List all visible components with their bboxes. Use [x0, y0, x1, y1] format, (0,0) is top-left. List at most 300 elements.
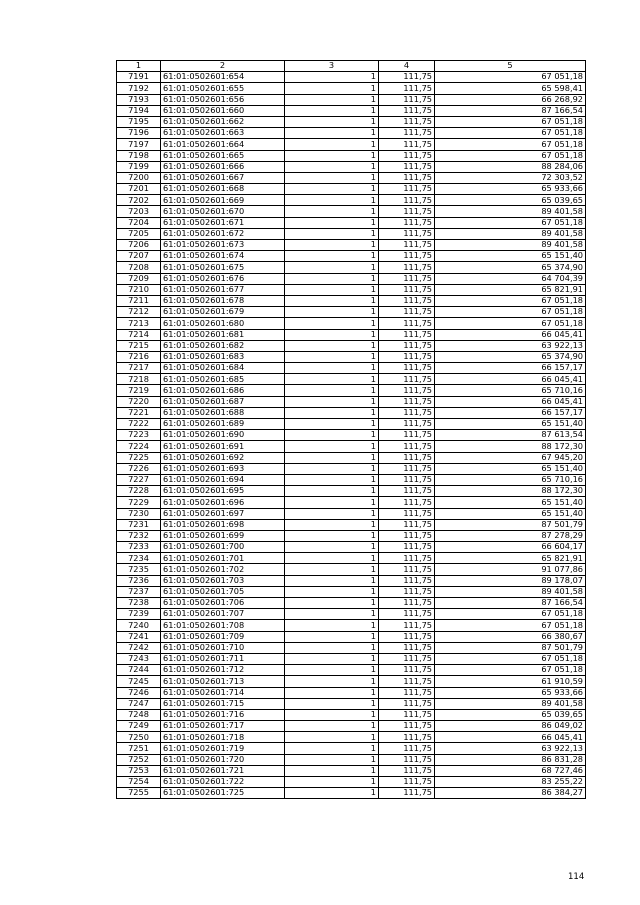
area-cell: 111,75 — [379, 184, 435, 195]
table-row — [117, 542, 586, 553]
cadastral-number-cell: 61:01:0502601:716 — [161, 709, 285, 720]
cadastral-number-cell: 61:01:0502601:711 — [161, 653, 285, 664]
cadastral-number-cell: 61:01:0502601:721 — [161, 765, 285, 776]
value-cell: 65 151,40 — [435, 463, 586, 474]
row-number-cell: 7206 — [117, 240, 161, 251]
area-cell: 111,75 — [379, 240, 435, 251]
area-cell: 111,75 — [379, 329, 435, 340]
table-row — [117, 363, 586, 374]
cadastral-number-cell: 61:01:0502601:668 — [161, 184, 285, 195]
table-row — [117, 419, 586, 430]
area-cell: 111,75 — [379, 474, 435, 485]
row-number-cell: 7242 — [117, 642, 161, 653]
cadastral-number-cell: 61:01:0502601:663 — [161, 128, 285, 139]
cadastral-number-cell: 61:01:0502601:712 — [161, 665, 285, 676]
quantity-cell: 1 — [285, 586, 379, 597]
area-cell: 111,75 — [379, 463, 435, 474]
area-cell: 111,75 — [379, 765, 435, 776]
cadastral-number-cell: 61:01:0502601:684 — [161, 363, 285, 374]
header-row — [117, 61, 586, 72]
row-number-cell: 7191 — [117, 72, 161, 83]
cadastral-number-cell: 61:01:0502601:714 — [161, 687, 285, 698]
quantity-cell: 1 — [285, 709, 379, 720]
area-cell: 111,75 — [379, 150, 435, 161]
area-cell: 111,75 — [379, 195, 435, 206]
value-cell: 87 613,54 — [435, 430, 586, 441]
column-header-4: 4 — [379, 61, 435, 72]
value-cell: 67 945,20 — [435, 452, 586, 463]
quantity-cell: 1 — [285, 251, 379, 262]
row-number-cell: 7207 — [117, 251, 161, 262]
row-number-cell: 7249 — [117, 721, 161, 732]
row-number-cell: 7196 — [117, 128, 161, 139]
cadastral-number-cell: 61:01:0502601:700 — [161, 542, 285, 553]
value-cell: 67 051,18 — [435, 665, 586, 676]
data-table — [116, 60, 586, 799]
value-cell: 65 821,91 — [435, 553, 586, 564]
cadastral-number-cell: 61:01:0502601:676 — [161, 273, 285, 284]
row-number-cell: 7223 — [117, 430, 161, 441]
table-row — [117, 329, 586, 340]
quantity-cell: 1 — [285, 105, 379, 116]
quantity-cell: 1 — [285, 553, 379, 564]
quantity-cell: 1 — [285, 564, 379, 575]
value-cell: 67 051,18 — [435, 217, 586, 228]
value-cell: 65 933,66 — [435, 184, 586, 195]
area-cell: 111,75 — [379, 116, 435, 127]
row-number-cell: 7248 — [117, 709, 161, 720]
cadastral-number-cell: 61:01:0502601:688 — [161, 407, 285, 418]
value-cell: 89 401,58 — [435, 240, 586, 251]
area-cell: 111,75 — [379, 653, 435, 664]
quantity-cell: 1 — [285, 172, 379, 183]
cadastral-number-cell: 61:01:0502601:697 — [161, 508, 285, 519]
table-row — [117, 598, 586, 609]
quantity-cell: 1 — [285, 396, 379, 407]
table-row — [117, 676, 586, 687]
area-cell: 111,75 — [379, 530, 435, 541]
table-row — [117, 150, 586, 161]
table-row — [117, 732, 586, 743]
area-cell: 111,75 — [379, 83, 435, 94]
value-cell: 66 268,92 — [435, 94, 586, 105]
row-number-cell: 7252 — [117, 754, 161, 765]
cadastral-number-cell: 61:01:0502601:691 — [161, 441, 285, 452]
quantity-cell: 1 — [285, 374, 379, 385]
value-cell: 83 255,22 — [435, 777, 586, 788]
quantity-cell: 1 — [285, 240, 379, 251]
area-cell: 111,75 — [379, 497, 435, 508]
row-number-cell: 7192 — [117, 83, 161, 94]
row-number-cell: 7211 — [117, 295, 161, 306]
table-row — [117, 698, 586, 709]
quantity-cell: 1 — [285, 284, 379, 295]
value-cell: 66 045,41 — [435, 732, 586, 743]
row-number-cell: 7202 — [117, 195, 161, 206]
cadastral-number-cell: 61:01:0502601:701 — [161, 553, 285, 564]
cadastral-number-cell: 61:01:0502601:677 — [161, 284, 285, 295]
row-number-cell: 7209 — [117, 273, 161, 284]
quantity-cell: 1 — [285, 687, 379, 698]
table-row — [117, 396, 586, 407]
area-cell: 111,75 — [379, 139, 435, 150]
quantity-cell: 1 — [285, 83, 379, 94]
row-number-cell: 7194 — [117, 105, 161, 116]
row-number-cell: 7235 — [117, 564, 161, 575]
cadastral-number-cell: 61:01:0502601:687 — [161, 396, 285, 407]
table-row — [117, 240, 586, 251]
value-cell: 66 045,41 — [435, 396, 586, 407]
area-cell: 111,75 — [379, 743, 435, 754]
cadastral-number-cell: 61:01:0502601:680 — [161, 318, 285, 329]
area-cell: 111,75 — [379, 721, 435, 732]
value-cell: 87 278,29 — [435, 530, 586, 541]
table-row — [117, 161, 586, 172]
row-number-cell: 7225 — [117, 452, 161, 463]
quantity-cell: 1 — [285, 474, 379, 485]
row-number-cell: 7240 — [117, 620, 161, 631]
cadastral-number-cell: 61:01:0502601:666 — [161, 161, 285, 172]
value-cell: 88 172,30 — [435, 441, 586, 452]
area-cell: 111,75 — [379, 407, 435, 418]
cadastral-number-cell: 61:01:0502601:706 — [161, 598, 285, 609]
quantity-cell: 1 — [285, 732, 379, 743]
table-row — [117, 553, 586, 564]
quantity-cell: 1 — [285, 441, 379, 452]
value-cell: 65 374,90 — [435, 262, 586, 273]
value-cell: 86 384,27 — [435, 788, 586, 799]
value-cell: 65 374,90 — [435, 351, 586, 362]
table-row — [117, 486, 586, 497]
value-cell: 67 051,18 — [435, 139, 586, 150]
table-row — [117, 295, 586, 306]
value-cell: 66 045,41 — [435, 329, 586, 340]
value-cell: 65 710,16 — [435, 474, 586, 485]
quantity-cell: 1 — [285, 94, 379, 105]
quantity-cell: 1 — [285, 452, 379, 463]
value-cell: 67 051,18 — [435, 150, 586, 161]
row-number-cell: 7254 — [117, 777, 161, 788]
quantity-cell: 1 — [285, 721, 379, 732]
row-number-cell: 7234 — [117, 553, 161, 564]
table-row — [117, 83, 586, 94]
table-row — [117, 620, 586, 631]
row-number-cell: 7233 — [117, 542, 161, 553]
row-number-cell: 7204 — [117, 217, 161, 228]
table-row — [117, 788, 586, 799]
table-row — [117, 721, 586, 732]
area-cell: 111,75 — [379, 172, 435, 183]
row-number-cell: 7228 — [117, 486, 161, 497]
area-cell: 111,75 — [379, 251, 435, 262]
value-cell: 67 051,18 — [435, 295, 586, 306]
quantity-cell: 1 — [285, 217, 379, 228]
quantity-cell: 1 — [285, 765, 379, 776]
quantity-cell: 1 — [285, 206, 379, 217]
value-cell: 87 501,79 — [435, 519, 586, 530]
cadastral-number-cell: 61:01:0502601:685 — [161, 374, 285, 385]
row-number-cell: 7218 — [117, 374, 161, 385]
cadastral-number-cell: 61:01:0502601:717 — [161, 721, 285, 732]
table-row — [117, 262, 586, 273]
column-header-2: 2 — [161, 61, 285, 72]
cadastral-number-cell: 61:01:0502601:718 — [161, 732, 285, 743]
table-row — [117, 586, 586, 597]
area-cell: 111,75 — [379, 217, 435, 228]
cadastral-number-cell: 61:01:0502601:678 — [161, 295, 285, 306]
row-number-cell: 7197 — [117, 139, 161, 150]
row-number-cell: 7247 — [117, 698, 161, 709]
row-number-cell: 7253 — [117, 765, 161, 776]
value-cell: 66 045,41 — [435, 374, 586, 385]
quantity-cell: 1 — [285, 161, 379, 172]
quantity-cell: 1 — [285, 788, 379, 799]
table-row — [117, 474, 586, 485]
area-cell: 111,75 — [379, 228, 435, 239]
page-number: 114 — [568, 872, 585, 882]
cadastral-number-cell: 61:01:0502601:695 — [161, 486, 285, 497]
quantity-cell: 1 — [285, 273, 379, 284]
row-number-cell: 7221 — [117, 407, 161, 418]
value-cell: 66 380,67 — [435, 631, 586, 642]
table-row — [117, 116, 586, 127]
row-number-cell: 7199 — [117, 161, 161, 172]
row-number-cell: 7215 — [117, 340, 161, 351]
row-number-cell: 7251 — [117, 743, 161, 754]
area-cell: 111,75 — [379, 542, 435, 553]
area-cell: 111,75 — [379, 94, 435, 105]
area-cell: 111,75 — [379, 128, 435, 139]
row-number-cell: 7198 — [117, 150, 161, 161]
area-cell: 111,75 — [379, 709, 435, 720]
row-number-cell: 7241 — [117, 631, 161, 642]
value-cell: 87 166,54 — [435, 105, 586, 116]
row-number-cell: 7250 — [117, 732, 161, 743]
cadastral-number-cell: 61:01:0502601:682 — [161, 340, 285, 351]
quantity-cell: 1 — [285, 463, 379, 474]
quantity-cell: 1 — [285, 295, 379, 306]
table-body — [117, 72, 586, 799]
table-row — [117, 184, 586, 195]
table-row — [117, 754, 586, 765]
area-cell: 111,75 — [379, 273, 435, 284]
table-row — [117, 642, 586, 653]
table-row — [117, 777, 586, 788]
row-number-cell: 7213 — [117, 318, 161, 329]
quantity-cell: 1 — [285, 743, 379, 754]
cadastral-number-cell: 61:01:0502601:710 — [161, 642, 285, 653]
value-cell: 88 172,30 — [435, 486, 586, 497]
row-number-cell: 7232 — [117, 530, 161, 541]
cadastral-number-cell: 61:01:0502601:707 — [161, 609, 285, 620]
area-cell: 111,75 — [379, 161, 435, 172]
table-row — [117, 340, 586, 351]
area-cell: 111,75 — [379, 452, 435, 463]
quantity-cell: 1 — [285, 698, 379, 709]
cadastral-number-cell: 61:01:0502601:720 — [161, 754, 285, 765]
value-cell: 67 051,18 — [435, 318, 586, 329]
row-number-cell: 7237 — [117, 586, 161, 597]
quantity-cell: 1 — [285, 542, 379, 553]
value-cell: 67 051,18 — [435, 72, 586, 83]
table-header — [117, 61, 586, 72]
table-row — [117, 430, 586, 441]
cadastral-number-cell: 61:01:0502601:664 — [161, 139, 285, 150]
area-cell: 111,75 — [379, 508, 435, 519]
cadastral-number-cell: 61:01:0502601:683 — [161, 351, 285, 362]
area-cell: 111,75 — [379, 553, 435, 564]
column-header-1: 1 — [117, 61, 161, 72]
value-cell: 65 151,40 — [435, 419, 586, 430]
area-cell: 111,75 — [379, 575, 435, 586]
quantity-cell: 1 — [285, 620, 379, 631]
cadastral-number-cell: 61:01:0502601:692 — [161, 452, 285, 463]
quantity-cell: 1 — [285, 195, 379, 206]
row-number-cell: 7238 — [117, 598, 161, 609]
quantity-cell: 1 — [285, 351, 379, 362]
area-cell: 111,75 — [379, 598, 435, 609]
area-cell: 111,75 — [379, 777, 435, 788]
value-cell: 61 910,59 — [435, 676, 586, 687]
area-cell: 111,75 — [379, 732, 435, 743]
area-cell: 111,75 — [379, 486, 435, 497]
quantity-cell: 1 — [285, 407, 379, 418]
table-row — [117, 709, 586, 720]
table-row — [117, 564, 586, 575]
table-row — [117, 575, 586, 586]
cadastral-number-cell: 61:01:0502601:705 — [161, 586, 285, 597]
cadastral-number-cell: 61:01:0502601:660 — [161, 105, 285, 116]
row-number-cell: 7220 — [117, 396, 161, 407]
area-cell: 111,75 — [379, 351, 435, 362]
cadastral-number-cell: 61:01:0502601:702 — [161, 564, 285, 575]
table-row — [117, 318, 586, 329]
cadastral-number-cell: 61:01:0502601:686 — [161, 385, 285, 396]
table-row — [117, 743, 586, 754]
row-number-cell: 7214 — [117, 329, 161, 340]
area-cell: 111,75 — [379, 307, 435, 318]
quantity-cell: 1 — [285, 486, 379, 497]
table-row — [117, 441, 586, 452]
area-cell: 111,75 — [379, 363, 435, 374]
area-cell: 111,75 — [379, 754, 435, 765]
table-row — [117, 609, 586, 620]
quantity-cell: 1 — [285, 318, 379, 329]
cadastral-number-cell: 61:01:0502601:655 — [161, 83, 285, 94]
table-row — [117, 765, 586, 776]
value-cell: 72 303,52 — [435, 172, 586, 183]
cadastral-number-cell: 61:01:0502601:713 — [161, 676, 285, 687]
area-cell: 111,75 — [379, 295, 435, 306]
row-number-cell: 7201 — [117, 184, 161, 195]
cadastral-number-cell: 61:01:0502601:672 — [161, 228, 285, 239]
quantity-cell: 1 — [285, 653, 379, 664]
cadastral-number-cell: 61:01:0502601:654 — [161, 72, 285, 83]
cadastral-number-cell: 61:01:0502601:708 — [161, 620, 285, 631]
cadastral-number-cell: 61:01:0502601:693 — [161, 463, 285, 474]
cadastral-number-cell: 61:01:0502601:709 — [161, 631, 285, 642]
quantity-cell: 1 — [285, 262, 379, 273]
area-cell: 111,75 — [379, 441, 435, 452]
quantity-cell: 1 — [285, 128, 379, 139]
table-row — [117, 217, 586, 228]
area-cell: 111,75 — [379, 788, 435, 799]
quantity-cell: 1 — [285, 116, 379, 127]
row-number-cell: 7210 — [117, 284, 161, 295]
table-row — [117, 653, 586, 664]
value-cell: 65 151,40 — [435, 497, 586, 508]
quantity-cell: 1 — [285, 419, 379, 430]
row-number-cell: 7230 — [117, 508, 161, 519]
table-row — [117, 351, 586, 362]
quantity-cell: 1 — [285, 508, 379, 519]
table-row — [117, 508, 586, 519]
cadastral-number-cell: 61:01:0502601:703 — [161, 575, 285, 586]
value-cell: 66 604,17 — [435, 542, 586, 553]
value-cell: 66 157,17 — [435, 407, 586, 418]
value-cell: 67 051,18 — [435, 653, 586, 664]
table-row — [117, 206, 586, 217]
row-number-cell: 7226 — [117, 463, 161, 474]
table-row — [117, 665, 586, 676]
table-row — [117, 519, 586, 530]
row-number-cell: 7224 — [117, 441, 161, 452]
row-number-cell: 7200 — [117, 172, 161, 183]
row-number-cell: 7255 — [117, 788, 161, 799]
cadastral-number-cell: 61:01:0502601:675 — [161, 262, 285, 273]
cadastral-number-cell: 61:01:0502601:667 — [161, 172, 285, 183]
cadastral-number-cell: 61:01:0502601:725 — [161, 788, 285, 799]
row-number-cell: 7246 — [117, 687, 161, 698]
table-row — [117, 251, 586, 262]
value-cell: 67 051,18 — [435, 116, 586, 127]
area-cell: 111,75 — [379, 698, 435, 709]
row-number-cell: 7243 — [117, 653, 161, 664]
value-cell: 89 401,58 — [435, 228, 586, 239]
area-cell: 111,75 — [379, 340, 435, 351]
quantity-cell: 1 — [285, 530, 379, 541]
table-row — [117, 385, 586, 396]
quantity-cell: 1 — [285, 139, 379, 150]
cadastral-number-cell: 61:01:0502601:715 — [161, 698, 285, 709]
area-cell: 111,75 — [379, 642, 435, 653]
table-row — [117, 128, 586, 139]
row-number-cell: 7231 — [117, 519, 161, 530]
value-cell: 67 051,18 — [435, 307, 586, 318]
area-cell: 111,75 — [379, 105, 435, 116]
cadastral-number-cell: 61:01:0502601:674 — [161, 251, 285, 262]
row-number-cell: 7203 — [117, 206, 161, 217]
table-row — [117, 172, 586, 183]
quantity-cell: 1 — [285, 385, 379, 396]
column-header-3: 3 — [285, 61, 379, 72]
value-cell: 65 598,41 — [435, 83, 586, 94]
value-cell: 63 922,13 — [435, 340, 586, 351]
quantity-cell: 1 — [285, 609, 379, 620]
table-row — [117, 452, 586, 463]
row-number-cell: 7229 — [117, 497, 161, 508]
quantity-cell: 1 — [285, 363, 379, 374]
quantity-cell: 1 — [285, 575, 379, 586]
cadastral-number-cell: 61:01:0502601:670 — [161, 206, 285, 217]
value-cell: 89 401,58 — [435, 206, 586, 217]
quantity-cell: 1 — [285, 497, 379, 508]
value-cell: 68 727,46 — [435, 765, 586, 776]
value-cell: 65 039,65 — [435, 195, 586, 206]
area-cell: 111,75 — [379, 374, 435, 385]
cadastral-number-cell: 61:01:0502601:679 — [161, 307, 285, 318]
value-cell: 86 049,02 — [435, 721, 586, 732]
